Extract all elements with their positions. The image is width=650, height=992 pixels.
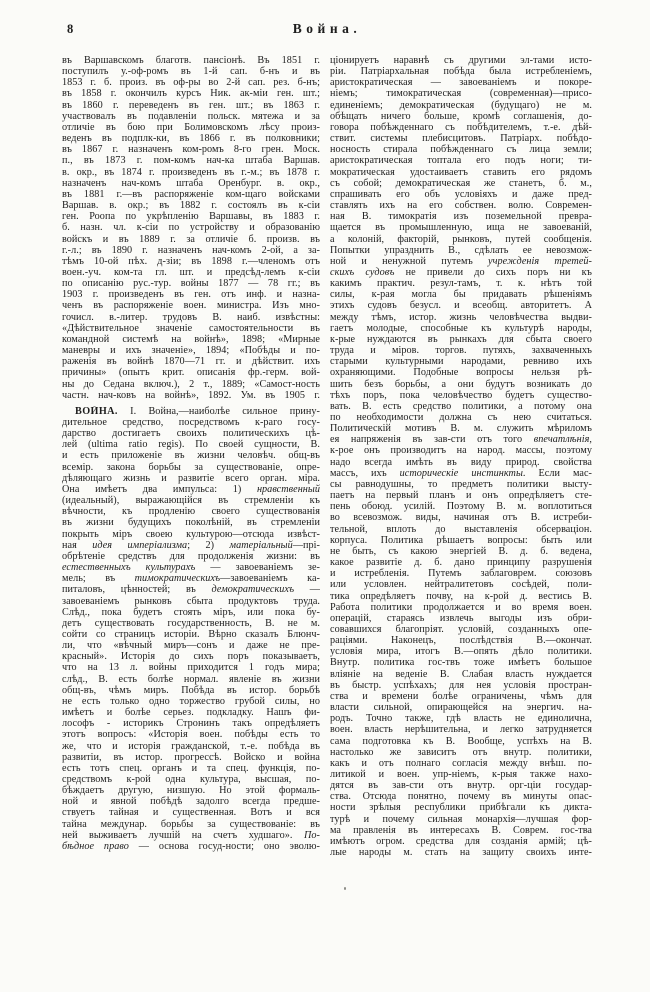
text-line: детъ существовать государственность, В. не м. (62, 617, 320, 629)
paragraph-block (62, 406, 320, 852)
text-line: ства. Отсюда понятно, почему въ минуты опас- (330, 791, 592, 803)
emphasized-term: бѣдное право (62, 840, 129, 852)
text-line: бѣдное право — основа госуд-ности; оно эволю- (62, 840, 320, 852)
text-line: въ 1881 г.—въ распоряженіе ком-щаго войсками (62, 188, 320, 200)
text-line: съ собой; демократическая же станетъ, б. м., (330, 177, 592, 189)
emphasized-term: матеріальный (229, 539, 293, 551)
text-line: вліяніе на веденіе В. Слабая власть нуждается (330, 668, 592, 680)
text-line: в. окр., въ 1874 г. произведенъ въ г.-м.; въ 1878 г. (62, 166, 320, 178)
text-line: тѣмъ 10-ой пѣх. д-зіи; въ 1898 г.—членомъ отъ (62, 255, 320, 267)
text-line: причины» (опытъ крит. описанія фр.-герм. вой- (62, 367, 320, 379)
text-line: имѣютъ огром. средства для созданія армій; цѣ- (330, 835, 592, 847)
text-line: спрашивать его объ условіяхъ и даже пред- (330, 188, 592, 200)
page-header (62, 21, 592, 39)
text-line: ма правленія въ интересахъ В. Соврем. гос-тва (330, 824, 592, 836)
scan-speck (344, 887, 346, 890)
text-line: власти сильной, опирающейся на энергич. на- (330, 702, 592, 714)
article-headword: ВОЙНА. (75, 405, 118, 417)
text-line: средствомъ к-рой одна культура, высшая, по- (62, 774, 320, 785)
text-line: надо всегда имѣть въ виду природ. свойства (330, 456, 592, 468)
text-line: вѣчности, къ продленію своего существованія (62, 506, 320, 518)
text-line: Политическій мотивъ В. м. служить мѣриломъ (330, 423, 592, 435)
text-line: родъ. Точно также, гдѣ власть не единолична, (330, 713, 592, 725)
text-line: обѣщать ничего больше, кромѣ соглашенія, до- (330, 110, 592, 122)
text-line: и истребленія. Путемъ заблаговрем. союзовъ (330, 568, 592, 580)
text-line: командной системѣ на войнѣ», 1898; «Мирные (62, 333, 320, 345)
text-line: (идеальный), выражающійся въ стремленіи къ (62, 495, 320, 507)
text-line: завоеваніемъ рынковъ сбыта продуктовъ труда. (62, 595, 320, 607)
text-line: въ 1867 г. назначенъ ком-ромъ 8-го грен. Моск. (62, 144, 320, 156)
text-line: дѣляющаго жизнь и развитіе всего орган. міра. (62, 472, 320, 484)
text-line: раженія въ войнѣ 1870—71 гг. и дѣйствит. ихъ (62, 356, 320, 368)
text-line: турѣ и почему сильная монархія—лучшая фор- (330, 813, 592, 825)
text-line: «Дѣйствительное значеніе самостоятельности въ (62, 322, 320, 334)
text-line: Попытки упразднить В., сдѣлать ее невозмож- (330, 244, 592, 256)
text-line: дарство достигаетъ своихъ политическихъ цѣ- (62, 428, 320, 440)
text-line: скихъ судовъ не привели до сихъ поръ ни къ (330, 266, 592, 278)
text-line: воен. власть нерѣшительна, и легко затрудняется (330, 724, 592, 736)
text-line: въ жизни будущихъ поколѣній, въ стремленіи (62, 517, 320, 529)
text-line: труда и міров. торгов. путяхъ, захваченныхъ (330, 345, 592, 357)
text-line: или условлен. нейтралитетовъ сосѣдей, поли- (330, 579, 592, 591)
text-line: ген. Роопа по укрѣпленію Варшавы, въ 1883 г. (62, 211, 320, 223)
text-line: этихъ судовъ безусл. и всеобщ. авторитетъ. А (330, 300, 592, 312)
emphasized-term: нравственный (256, 483, 320, 495)
text-line: мель; въ тимократическихъ—завоеваніемъ ка- (62, 573, 320, 585)
text-line: тайна междунар. борьбы за существованіе: въ (62, 818, 320, 830)
text-line: б. назн. чл. к-сіи по устройству и образованію (62, 222, 320, 234)
text-line: п., въ 1873 г. пом-комъ нач-ка штаба Варшав. (62, 155, 320, 167)
text-line: щается въ промышленную, ища не завоеваній, (330, 222, 592, 234)
text-line: питаловъ, цѣнностей; въ демократическихъ — (62, 584, 320, 596)
emphasized-term: демократическихъ (211, 584, 295, 596)
text-line: покрыть міръ своею культурою—отсюда извѣст- (62, 528, 320, 540)
text-line: ствуетъ тайная и существенная. Вотъ и вся (62, 807, 320, 819)
text-line: Варшав. в. окр.; въ 1882 г. состоялъ въ к-сіи (62, 200, 320, 212)
text-line: Она имѣетъ два импульса: 1) нравственный (62, 483, 320, 495)
text-line: тельной, вплоть до выставленія обсерваціон. (330, 523, 592, 535)
text-line: сойти со страницъ исторіи. Вѣрно сказалъ Блюнч- (62, 628, 320, 640)
text-line: красный». Исторія до сихъ поръ показываетъ, (62, 651, 320, 663)
text-line: ности зрѣлыя республики прибѣгали къ дикта- (330, 802, 592, 814)
text-line: войскъ и въ 1889 г. за отличіе б. произв. въ (62, 233, 320, 245)
emphasized-term: По- (304, 829, 320, 841)
text-line: силы, к-рая могла бы придавать рѣшеніямъ (330, 289, 592, 301)
running-title: Война. (292, 21, 362, 36)
emphasized-term: учрежденія третей- (488, 255, 592, 267)
text-line: к-рое онъ производитъ на народ. массы, поэтому (330, 445, 592, 457)
text-line: вать. В. есть средство политики, а потому она (330, 400, 592, 412)
text-line: литикой и воен. упр-ніемъ, к-рыя также нахо- (330, 769, 592, 780)
text-line: массъ, ихъ историческіе инстинкты. Если мас- (330, 467, 592, 479)
text-columns (62, 55, 592, 858)
text-line: по описанію рус.-тур. войны 1877 — 78 гг.; въ (62, 278, 320, 290)
text-line: поступилъ у.-оф-ромъ въ 1-й сап. б-нъ и въ (62, 66, 320, 78)
text-line: гочисл. в.-литер. трудовъ В. наиб. извѣстны: (62, 311, 320, 323)
text-line: условія мира, итогъ В.—опять дѣло политики. (330, 646, 592, 658)
text-line: раціями. Наконецъ, послѣдствія В.—окончат. (330, 635, 592, 647)
text-line: 1853 г. б. произ. въ оф-ры во 2-й сап. рез. б-нъ; (62, 77, 320, 89)
text-line: во всевозмож. виды, начиная отъ В. истреби- (330, 512, 592, 524)
text-line: ны до Седана включ.), 2 т., 1889; «Самост-ность (62, 378, 320, 390)
text-line: ніемъ; тимократическая (современная)—присо- (330, 88, 592, 100)
text-line: ной и явной побѣдѣ задолго всегда предше- (62, 796, 320, 808)
emphasized-term: скихъ судовъ (330, 266, 395, 278)
text-line: ная идея имперіализма; 2) матеріальный—прі- (62, 539, 320, 551)
text-line: въ быстр. успѣхахъ; для нея условія простран- (330, 679, 592, 691)
text-line: аристократическая топтала его подъ ноги; ти- (330, 155, 592, 167)
column-right (330, 55, 592, 858)
text-line: ли, что «вѣчный миръ—сонъ и даже не пре- (62, 640, 320, 652)
text-line: Слѣд., пока будетъ стоять міръ, или пока бу- (62, 606, 320, 618)
text-line: какъ и отъ полнаго согласія между внѣш. по- (330, 757, 592, 769)
text-line: по необходимости должна съ нею считаться. (330, 412, 592, 423)
text-line: настолько же зависитъ отъ внутр. политики, (330, 746, 592, 758)
text-line: общ-въ, чѣмъ миръ. Побѣда въ истор. борьбѣ (62, 684, 320, 696)
text-line: въ 1860 г. переведенъ въ ген. шт.; въ 1863 г. (62, 99, 320, 111)
text-line: охраняющими. Подобные вопросы нельзя рѣ- (330, 367, 592, 379)
text-line: корпуса. Политика рѣшаетъ вопросы: быть или (330, 534, 592, 546)
text-line: дятся въ зав-сти отъ внутр. орг-ціи государ- (330, 780, 592, 792)
text-line: какимъ практич. резул-тамъ, т. к. нѣтъ той (330, 278, 592, 290)
text-line: ставлять ихъ на его собствен. волю. Современ- (330, 200, 592, 212)
text-line: ной и ненужной путемъ учрежденія третей- (330, 255, 592, 267)
text-line: частн. нач-ковъ на войнѣ», 1892. Ум. въ 1905 г. (62, 389, 320, 401)
text-line: не быть, съ какою энергіей В. д. б. ведена, (330, 545, 592, 557)
text-line: лей (ultima ratio regis). По своей сущности, В. (62, 439, 320, 451)
text-line: 1903 г. произведенъ въ ген. отъ инф. и назна- (62, 289, 320, 301)
text-line: участвовалъ въ подавленіи польск. мятежа и за (62, 110, 320, 122)
paragraph-block (330, 55, 592, 858)
emphasized-term: тимократическихъ (134, 573, 221, 585)
text-line: всемір. закона борьбы за существованіе, опре- (62, 461, 320, 473)
text-line: между тѣмъ, истор. жизнь человѣчества выдви- (330, 311, 592, 323)
text-line: аристократическая — завоеваніемъ и покоре- (330, 77, 592, 89)
text-line: тѣхъ поръ, пока человѣчество будетъ существо- (330, 389, 592, 401)
text-line: отличіе въ бою при Болимовскомъ лѣсу произ- (62, 121, 320, 133)
text-line: пень обоюд. усилій. Поэтому В. м. воплотиться (330, 501, 592, 513)
text-line: лософъ - историкъ Стронинъ такъ опредѣляетъ (62, 718, 320, 730)
text-line: лые народы м. стать на защиту своихъ инте- (330, 847, 592, 859)
page-number: 8 (67, 22, 74, 36)
text-line: бѣждаетъ другую, низшую. Но этой формаль- (62, 785, 320, 797)
text-line: мократическая удостаиваетъ ставить его рядомъ (330, 166, 592, 178)
text-line: воен.-уч. ком-та гл. шт. и предсѣд-лемъ к-сіи (62, 266, 320, 278)
text-line: Внутр. политика гос-твъ тоже имѣетъ большое (330, 657, 592, 669)
text-line: что на 13 л. войны приходится 1 годъ мира; (62, 662, 320, 674)
text-line: ріи. Патріархальная побѣда была истребленіемъ, (330, 66, 592, 78)
column-left (62, 55, 320, 858)
text-line: шить безъ борьбы, а они будутъ возникать до (330, 378, 592, 390)
text-line: а колоній, факторій, рынковъ, путей сообщенія. (330, 233, 592, 245)
text-line: въ Варшавскомъ благотв. пансіонѣ. Въ 1851 г. (62, 55, 320, 66)
text-line: ней выживаетъ лучшій на счетъ худшаго». По- (62, 829, 320, 841)
text-line: совавшихся благопріят. условій, созданныхъ опе- (330, 623, 592, 635)
text-line: въ 1858 г. окончилъ курсъ Ник. ак-міи ген. шт.; (62, 88, 320, 100)
emphasized-term: историческіе инстинкты (399, 467, 523, 479)
text-line: дительное средство, посредствомъ к-раго госу- (62, 417, 320, 428)
text-line: тика опредѣляетъ почву, на к-рой д. вестись В. (330, 590, 592, 602)
text-line: ціонируетъ наравнѣ съ другими эл-тами исто- (330, 55, 592, 66)
text-line: же, что и исторія гражданской, т.-е. побѣда въ (62, 740, 320, 752)
text-line: ченъ въ распоряженіе воен. министра. Изъ мно- (62, 300, 320, 312)
text-line: гаетъ молодые, способные къ культурѣ народы, (330, 322, 592, 334)
text-line: операцій, стараясь извлечь выгоды изъ обри- (330, 612, 592, 624)
emphasized-term: идея имперіализма (92, 539, 188, 551)
paragraph-block (62, 55, 320, 401)
text-line: развитіи, въ истор. прогрессѣ. Войско и война (62, 751, 320, 763)
text-line: Работа политики продолжается и во время воен. (330, 601, 592, 613)
emphasized-term: естественныхъ культурахъ (62, 562, 196, 574)
text-line: сы равнодушны, то предметъ политики высту- (330, 478, 592, 490)
text-line: этотъ вопросъ: «Исторія воен. побѣды есть то (62, 729, 320, 741)
text-line: старыми культурными народами, ревниво ихъ (330, 356, 592, 368)
text-line: и есть приложеніе въ жизни человѣч. общ-въ (62, 450, 320, 462)
text-line: ВОЙНА. I. Война,—наиболѣе сильное прину- (75, 405, 320, 417)
text-line: ствит. системы плебисцитовъ. Патріарх. побѣдо- (330, 133, 592, 145)
text-line: сама подготовка къ В. Вообще, успѣхъ на В. (330, 735, 592, 747)
text-line: не есть только одно торжество грубой силы, но (62, 695, 320, 707)
text-line: единеніемъ; демократическая (будущаго) не м. (330, 99, 592, 111)
text-line: носность стирала побѣжденнаго съ лица земли; (330, 144, 592, 156)
emphasized-term: впечатлѣнія (533, 434, 590, 446)
text-line: говора побѣжденнаго съ побѣдителемъ, т.-е. дѣй- (330, 121, 592, 133)
text-line: какое развитіе д. б. дано принципу разрушенія (330, 557, 592, 569)
text-line: к-рые нуждаются въ рынкахъ для сбыта своего (330, 333, 592, 345)
text-line: естественныхъ культурахъ — завоеваніемъ зе- (62, 562, 320, 574)
text-line: ства и времени болѣе ограничены, чѣмъ для (330, 690, 592, 702)
text-line: веденъ въ подплк-ки, въ 1866 г. въ полковники; (62, 133, 320, 145)
text-line: паетъ на первый планъ и онъ опредѣляетъ сте- (330, 490, 592, 502)
text-line: обрѣтеніе средствъ для продолженія жизни: въ (62, 550, 320, 562)
text-line: ная В. тимократія изъ поземельной превра- (330, 211, 592, 223)
text-line: маневры и ихъ значеніе», 1894; «Побѣды и по- (62, 345, 320, 357)
text-line: ея напряженія въ зав-сти отъ того впечатлѣнія, (330, 434, 592, 446)
text-line: есть тотъ спец. органъ и та спец. функція, по- (62, 762, 320, 774)
text-line: г.-л.; въ 1890 г. назначенъ нач-комъ 2-ой, а за- (62, 244, 320, 256)
text-line: назначенъ нач-комъ штаба Оренбург. в. окр., (62, 177, 320, 189)
text-line: имѣетъ и болѣе серьез. подкладку. Нашъ фи- (62, 707, 320, 719)
text-line: слѣд., В. есть болѣе нормал. явленіе въ жизни (62, 673, 320, 685)
